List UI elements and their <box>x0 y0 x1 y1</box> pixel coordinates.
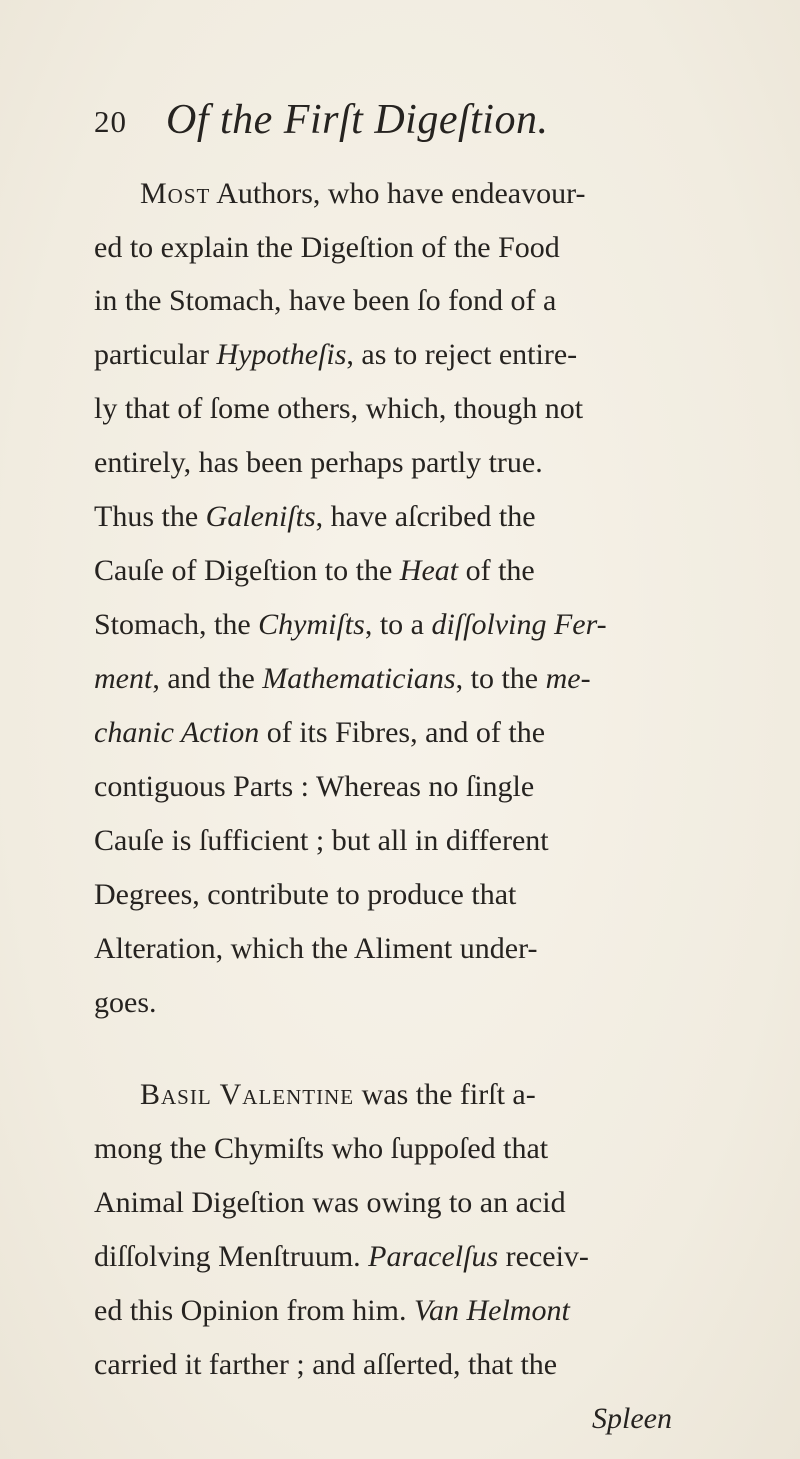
text-line: in the Stomach, have been ſo fond of a <box>94 284 557 317</box>
page-header <box>94 96 704 146</box>
catchword: Spleen <box>592 1402 672 1435</box>
text-line: Cauſe is ſufficient ; but all in different <box>94 824 549 857</box>
text-line: Degrees, contribute to produce that <box>94 878 517 911</box>
text-line: ed to explain the Digeſtion of the Food <box>94 231 560 264</box>
text-line: diſſolving Menſtruum. Paracelſus receiv- <box>94 1240 589 1273</box>
text-line: carried it farther ; and aſſerted, that the <box>94 1348 558 1381</box>
text-line: Cauſe of Digeſtion to the Heat of the <box>94 554 535 587</box>
page-number: 20 <box>94 104 127 139</box>
text-line: Thus the Galeniſts, have aſcribed the <box>94 500 536 533</box>
text-line: contiguous Parts : Whereas no ſingle <box>94 770 535 803</box>
running-head: Of the Firſt Digeſtion. <box>166 97 549 143</box>
text-line: Basil Valentine was the firſt a- <box>140 1078 536 1111</box>
text-line: Animal Digeſtion was owing to an acid <box>94 1186 566 1219</box>
text-line: entirely, has been perhaps partly true. <box>94 446 543 479</box>
text-line: Alteration, which the Aliment under- <box>94 932 538 965</box>
text-line: goes. <box>94 986 157 1019</box>
text-line: ly that of ſome others, which, though not <box>94 392 584 425</box>
text-line: particular Hypotheſis, as to reject entire- <box>94 338 578 371</box>
text-line: ment, and the Mathematicians, to the me- <box>94 662 591 695</box>
text-line: chanic Action of its Fibres, and of the <box>94 716 546 749</box>
text-line: Stomach, the Chymiſts, to a diſſolving Fer- <box>94 608 607 641</box>
text-line: mong the Chymiſts who ſuppoſed that <box>94 1132 549 1165</box>
text-line: ed this Opinion from him. Van Helmont <box>94 1294 570 1327</box>
text-line: Most Authors, who have endeavour- <box>140 177 586 210</box>
